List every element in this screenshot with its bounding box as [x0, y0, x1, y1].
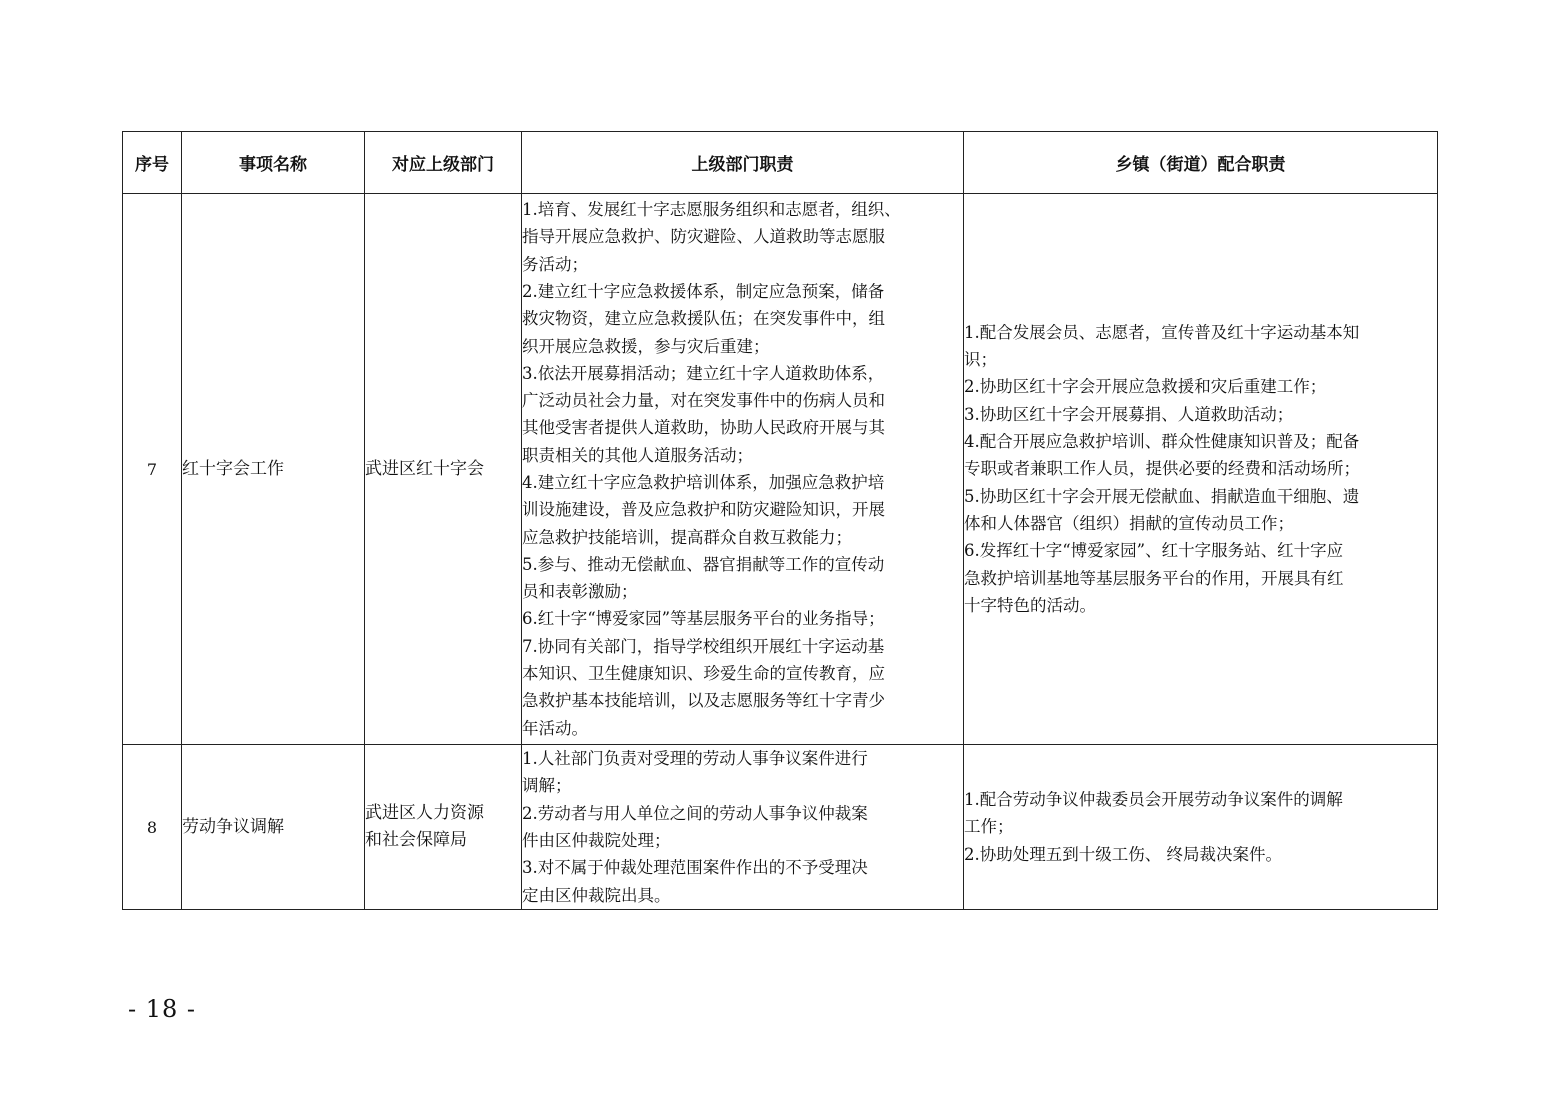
cell-text-line: 年活动。 — [522, 718, 588, 738]
cell-text-line: 训设施建设，普及应急救护和防灾避险知识，开展 — [522, 500, 885, 520]
cell-text-line: 3.依法开展募捐活动；建立红十字人道救助体系， — [522, 363, 885, 383]
cell-text-line: 1.培育、发展红十字志愿服务组织和志愿者，组织、 — [522, 200, 901, 220]
row-upper-dept-cell — [365, 745, 522, 910]
cell-text-line: 务活动； — [522, 254, 588, 274]
cell-text-line: 其他受害者提供人道救助，协助人民政府开展与其 — [522, 418, 885, 438]
cell-text-line: 指导开展应急救护、防灾避险、人道救助等志愿服 — [522, 227, 885, 247]
row-serial-cell: 7 — [123, 194, 182, 745]
cell-text-line: 员和表彰激励； — [522, 582, 638, 602]
header-item-name: 事项名称 — [182, 132, 365, 194]
row-item-name-cell: 劳动争议调解 — [182, 745, 365, 910]
row-upper-duties-cell — [522, 745, 964, 910]
cell-text-line: 4.配合开展应急救护培训、群众性健康知识普及；配备 — [964, 432, 1360, 452]
row-town-duties-cell — [964, 194, 1438, 745]
row-serial-cell: 8 — [123, 745, 182, 910]
cell-text-line: 调解； — [522, 776, 572, 796]
cell-text-line: 救灾物资，建立应急救援队伍；在突发事件中，组 — [522, 309, 885, 329]
cell-text-line: 武进区红十字会 — [365, 458, 484, 479]
cell-text-line: 件由区仲裁院处理； — [522, 831, 671, 850]
cell-text-line: 5.参与、推动无偿献血、器官捐献等工作的宣传动 — [522, 554, 885, 574]
table-row — [123, 194, 1438, 745]
header-serial: 序号 — [123, 132, 182, 194]
row-upper-dept-cell — [365, 194, 522, 745]
row-item-name-cell: 红十字会工作 — [182, 194, 365, 745]
cell-text-line: 6.红十字“博爱家园”等基层服务平台的业务指导； — [522, 609, 885, 629]
cell-text-line: 7.协同有关部门，指导学校组织开展红十字运动基 — [522, 636, 885, 656]
cell-text-line: 识； — [964, 350, 997, 370]
cell-text-line: 急救护培训基地等基层服务平台的作用，开展具有红 — [964, 568, 1344, 588]
cell-text-line: 工作； — [964, 817, 1014, 837]
table-header-row — [123, 132, 1438, 194]
cell-text-line: 职责相关的其他人道服务活动； — [522, 445, 753, 465]
row-town-duties-cell — [964, 745, 1438, 910]
cell-text-line: 和社会保障局 — [365, 830, 467, 850]
cell-text-line: 2.建立红十字应急救援体系，制定应急预案，储备 — [522, 281, 885, 301]
cell-text-line: 体和人体器官（组织）捐献的宣传动员工作； — [964, 513, 1294, 533]
header-town-duties: 乡镇（街道）配合职责 — [964, 132, 1438, 194]
cell-text-line: 4.建立红十字应急救护培训体系，加强应急救护培 — [522, 473, 885, 492]
duty-table — [122, 131, 1438, 910]
cell-text-line: 2.协助区红十字会开展应急救援和灾后重建工作； — [964, 377, 1327, 397]
cell-text-line: 武进区人力资源 — [365, 803, 484, 823]
cell-text-line: 1.人社部门负责对受理的劳动人事争议案件进行 — [522, 749, 868, 769]
cell-text-line: 织开展应急救援，参与灾后重建； — [522, 336, 770, 356]
cell-text-line: 3.对不属于仲裁处理范围案件作出的不予受理决 — [522, 858, 868, 878]
cell-text-line: 2.劳动者与用人单位之间的劳动人事争议仲裁案 — [522, 803, 868, 823]
table-row — [123, 745, 1438, 910]
cell-text-line: 定由区仲裁院出具。 — [522, 885, 671, 905]
cell-text-line: 1.配合发展会员、志愿者，宣传普及红十字运动基本知 — [964, 322, 1360, 342]
cell-text-line: 1.配合劳动争议仲裁委员会开展劳动争议案件的调解 — [964, 790, 1343, 810]
cell-text-line: 应急救护技能培训，提高群众自救互救能力； — [522, 527, 852, 547]
header-upper-dept: 对应上级部门 — [365, 132, 522, 194]
cell-text-line: 6.发挥红十字“博爱家园”、红十字服务站、红十字应 — [964, 541, 1344, 561]
header-upper-duties: 上级部门职责 — [522, 132, 964, 194]
page-number: - 18 - — [128, 995, 197, 1023]
cell-text-line: 2.协助处理五到十级工伤、 终局裁决案件。 — [964, 844, 1282, 864]
cell-text-line: 急救护基本技能培训，以及志愿服务等红十字青少 — [522, 691, 885, 711]
cell-text-line: 3.协助区红十字会开展募捐、人道救助活动； — [964, 404, 1294, 424]
cell-text-line: 专职或者兼职工作人员，提供必要的经费和活动场所； — [964, 459, 1360, 479]
cell-text-line: 广泛动员社会力量，对在突发事件中的伤病人员和 — [522, 391, 885, 411]
cell-text-line: 本知识、卫生健康知识、珍爱生命的宣传教育，应 — [522, 664, 885, 684]
cell-text-line: 5.协助区红十字会开展无偿献血、捐献造血干细胞、遗 — [964, 486, 1360, 506]
cell-text-line: 十字特色的活动。 — [964, 595, 1096, 615]
row-upper-duties-cell — [522, 194, 964, 745]
